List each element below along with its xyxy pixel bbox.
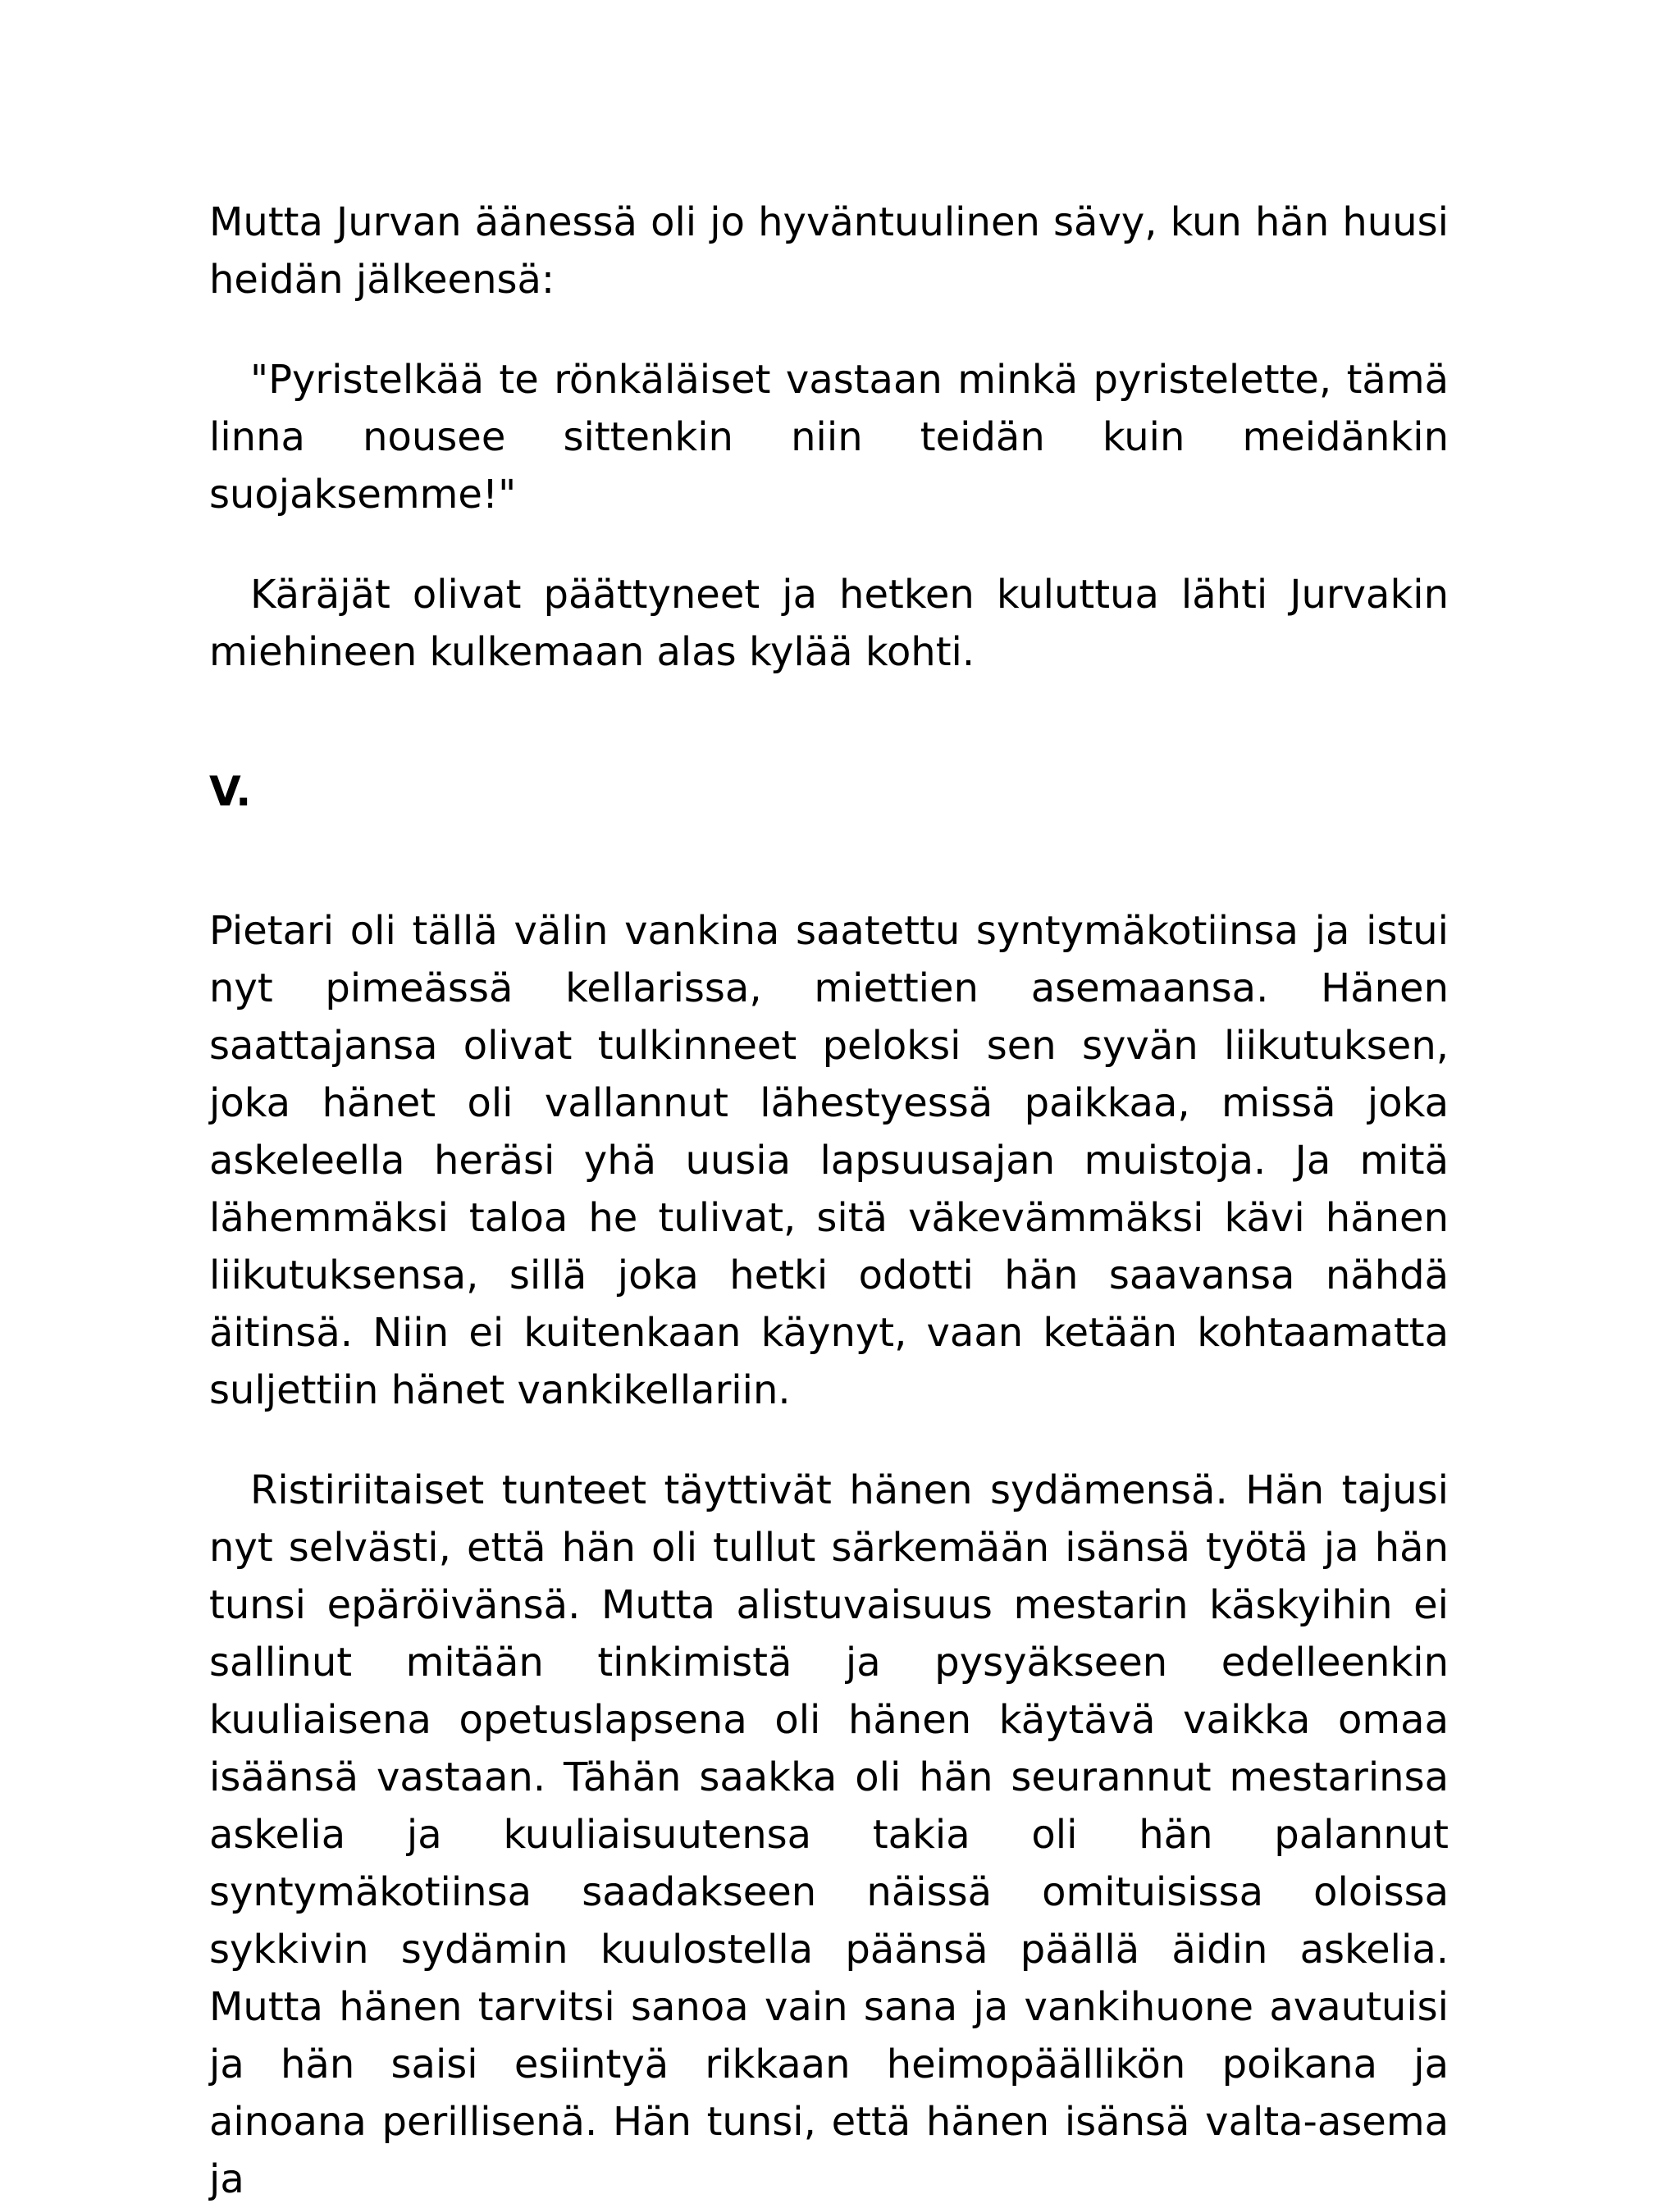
paragraph-spacer (209, 1419, 1449, 1462)
paragraph-ristiriitaiset: Ristiriitaiset tunteet täyttivät hänen sydämensä. Hän tajusi nyt selvästi, että hän oli tullut särkemään isänsä työtä ja hän tunsi epäröivänsä. Mutta alistuvaisuus mestarin käskyihin ei sallinut mitään tinkimistä ja pysyäkseen edelleenkin kuuliaisena opetuslapsena oli hänen käytävä vaikka omaa isäänsä vastaan. Tähän saakka oli hän seurannut mestarinsa askelia ja kuuliaisuutensa takia oli hän palannut syntymäkotiinsa saadakseen näissä omituisissa oloissa sykkivin sydämin kuulostella päänsä päällä äidin askelia. Mutta hänen tarvitsi sanoa vain sana ja vankihuone avautuisi ja hän saisi esiintyä rikkaan heimopäällikön poikana ja ainoana perillisenä. Hän tunsi, että hänen isänsä valta-asema ja (209, 1467, 1449, 2202)
text-column (209, 194, 1449, 2208)
paragraph-jurva-voice: Mutta Jurvan äänessä oli jo hyväntuulinen sävy, kun hän huusi heidän jälkeensä: (209, 199, 1449, 303)
heading-spacer (209, 820, 1449, 902)
heading-spacer (209, 681, 1449, 763)
chapter-heading: V. (209, 768, 252, 815)
paragraph-karajat: Käräjät olivat päättyneet ja hetken kuluttua lähti Jurvakin miehineen kulkemaan alas kylää kohti. (209, 572, 1449, 675)
paragraph-spacer (209, 308, 1449, 351)
paragraph-spacer (209, 523, 1449, 566)
paragraph-pietari: Pietari oli tällä välin vankina saatettu syntymäkotiinsa ja istui nyt pimeässä kellarissa, miettien asemaansa. Hänen saattajansa olivat tulkinneet peloksi sen syvän liikutuksen, joka hänet oli vallannut lähestyessä paikkaa, missä joka askeleella heräsi yhä uusia lapsuusajan muistoja. Ja mitä lähemmäksi taloa he tulivat, sitä väkevämmäksi kävi hänen liikutuksensa, sillä joka hetki odotti hän saavansa nähdä äitinsä. Niin ei kuitenkaan käynyt, vaan ketään kohtaamatta suljettiin hänet vankikellariin. (209, 908, 1449, 1413)
paragraph-quote: "Pyristelkää te rönkäläiset vastaan minkä pyristelette, tämä linna nousee sittenkin niin teidän kuin meidänkin suojaksemme!" (209, 357, 1449, 518)
